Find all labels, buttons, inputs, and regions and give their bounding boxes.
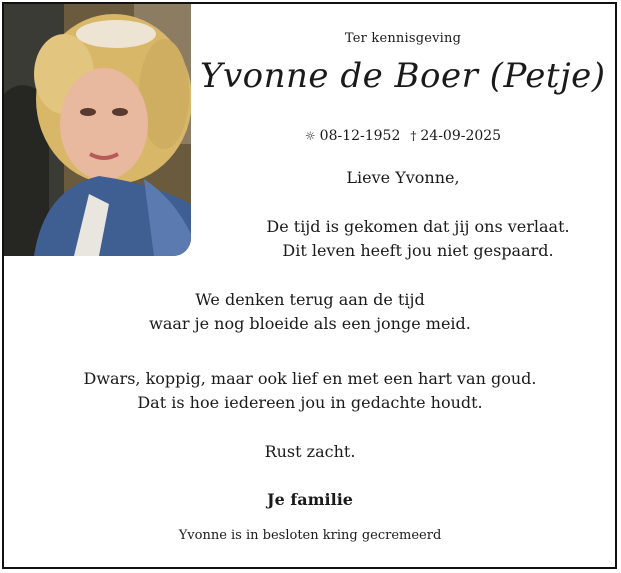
verse-line: waar je nog bloeide als een jonge meid. bbox=[149, 314, 471, 333]
greeting: Lieve Yvonne, bbox=[346, 168, 460, 187]
verse-3 bbox=[60, 367, 560, 415]
verse-2 bbox=[60, 288, 560, 336]
birth-date: 08-12-1952 bbox=[319, 128, 401, 144]
verse-line: De tijd is gekomen dat jij ons verlaat. bbox=[266, 217, 570, 236]
farewell: Rust zacht. bbox=[264, 442, 356, 461]
birth-icon: ☼ bbox=[304, 129, 316, 143]
death-date: 24-09-2025 bbox=[420, 128, 502, 144]
verse-line: Dit leven heeft jou niet gespaard. bbox=[282, 241, 554, 260]
verse-line: Dat is hoe iedereen jou in gedachte houdt. bbox=[137, 393, 483, 412]
signature: Je familie bbox=[267, 490, 353, 509]
deceased-name: Yvonne de Boer (Petje) bbox=[200, 56, 606, 96]
notice-label: Ter kennisgeving bbox=[344, 31, 462, 46]
cross-icon: † bbox=[410, 129, 417, 143]
portrait-photo bbox=[4, 4, 191, 256]
life-dates bbox=[218, 128, 588, 144]
verse-1 bbox=[218, 215, 618, 263]
verse-line: Dwars, koppig, maar ook lief en met een hart van goud. bbox=[83, 369, 537, 388]
verse-line: We denken terug aan de tijd bbox=[195, 290, 425, 309]
footer-note: Yvonne is in besloten kring gecremeerd bbox=[178, 528, 442, 543]
